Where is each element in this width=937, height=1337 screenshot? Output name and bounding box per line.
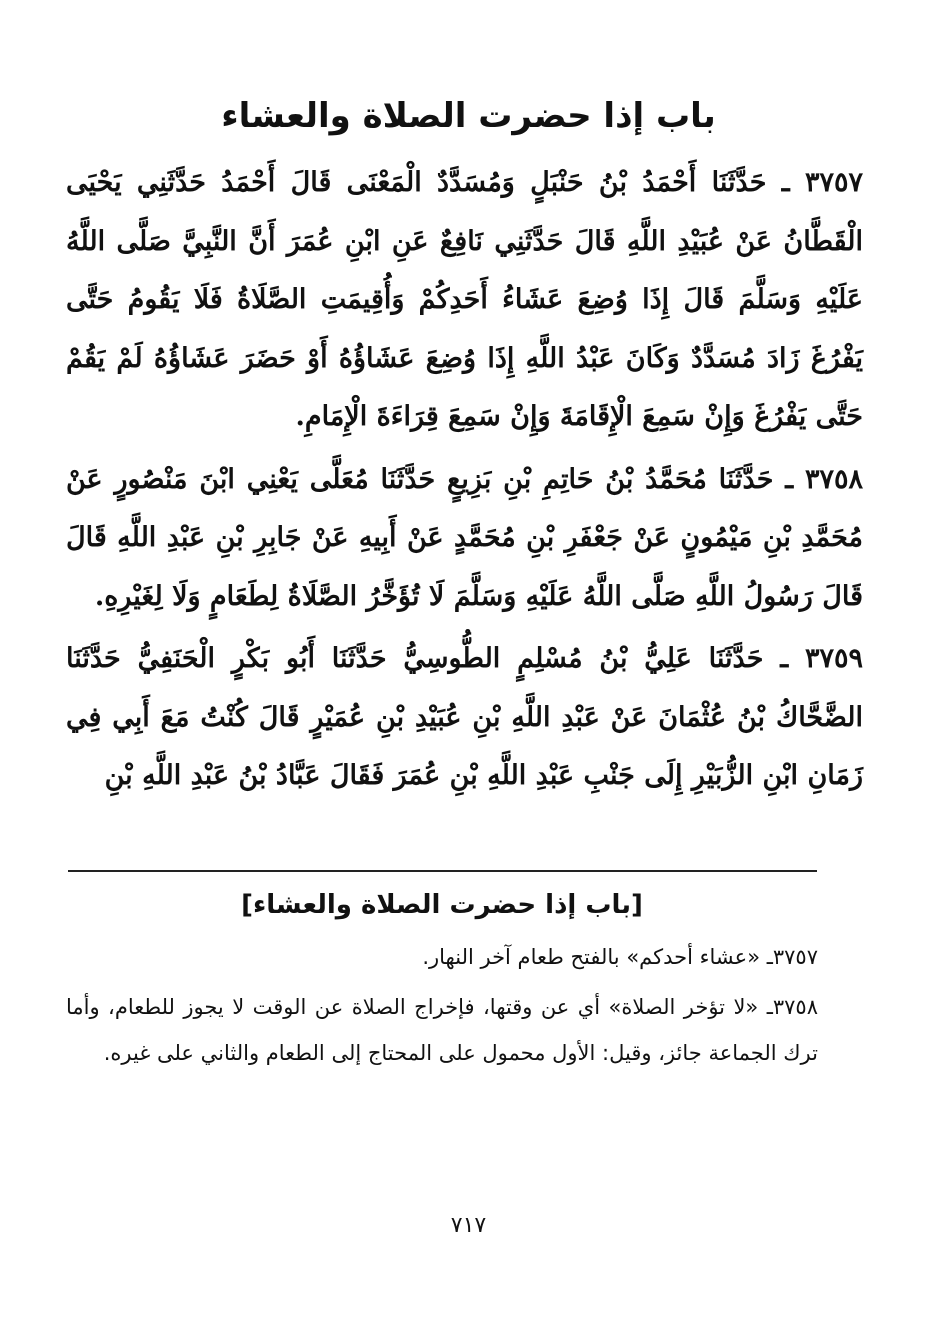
hadith-3759 (66, 630, 863, 806)
page-number: ٧١٧ (450, 1213, 487, 1238)
hadith-body: ـ حَدَّثَنَا مُحَمَّدُ بْنُ حَاتِمِ بْنِ بَزِيعٍ حَدَّثَنَا مُعَلَّى يَعْنِي ابْنَ مَنْصُورٍ عَنْ مُحَمَّدِ بْنِ مَيْمُونٍ عَنْ جَعْفَرِ بْنِ مُحَمَّدٍ عَنْ أَبِيهِ عَنْ جَابِرِ بْنِ عَبْدِ اللَّهِ قَالَ قَالَ رَسُولُ اللَّهِ صَلَّى اللَّهُ عَلَيْهِ وَسَلَّمَ لَا تُؤَخَّرُ الصَّلَاةُ لِطَعَامٍ وَلَا لِغَيْرِهِ. (66, 463, 863, 612)
note-number: ٣٧٥٧ (772, 945, 818, 969)
commentary-note-3758 (66, 984, 818, 1076)
note-body: ـ «لا تؤخر الصلاة» أي عن وقتها، فإخراج الصلاة عن الوقت لا يجوز للطعام، وأما ترك الجماعة جائز، وقيل: الأول محمول على المحتاج إلى الطعام والثاني على غيره. (66, 995, 818, 1065)
commentary-note-3757 (66, 934, 818, 980)
hadith-text-block (66, 154, 863, 810)
hadith-3758 (66, 451, 863, 627)
hadith-3757 (66, 154, 863, 447)
footnote-separator (68, 870, 817, 872)
running-head: باب إذا حضرت الصلاة والعشاء (221, 96, 716, 136)
hadith-body: ـ حَدَّثَنَا أَحْمَدُ بْنُ حَنْبَلٍ وَمُسَدَّدٌ الْمَعْنَى قَالَ أَحْمَدُ حَدَّثَنِي يَحْيَى الْقَطَّانُ عَنْ عُبَيْدِ اللَّهِ قَالَ حَدَّثَنِي نَافِعٌ عَنِ ابْنِ عُمَرَ أَنَّ النَّبِيَّ صَلَّى اللَّهُ عَلَيْهِ وَسَلَّمَ قَالَ إِذَا وُضِعَ عَشَاءُ أَحَدِكُمْ وَأُقِيمَتِ الصَّلَاةُ فَلَا يَقُومُ حَتَّى يَفْرُغَ زَادَ مُسَدَّدٌ وَكَانَ عَبْدُ اللَّهِ إِذَا وُضِعَ عَشَاؤُهُ أَوْ حَضَرَ عَشَاؤُهُ لَمْ يَقُمْ حَتَّى يَفْرُغَ وَإِنْ سَمِعَ الْإِقَامَةَ وَإِنْ سَمِعَ قِرَاءَةَ الْإِمَامِ. (66, 167, 864, 432)
note-body: ـ «عشاء أحدكم» بالفتح طعام آخر النهار. (422, 945, 773, 969)
hadith-number: ٣٧٥٧ (804, 167, 863, 198)
note-number: ٣٧٥٨ (772, 995, 818, 1019)
hadith-body: ـ حَدَّثَنَا عَلِيُّ بْنُ مُسْلِمٍ الطُّوسِيُّ حَدَّثَنَا أَبُو بَكْرٍ الْحَنَفِيُّ حَدَّثَنَا الضَّحَّاكُ بْنُ عُثْمَانَ عَنْ عَبْدِ اللَّهِ بْنِ عُبَيْدِ بْنِ عُمَيْرٍ قَالَ كُنْتُ مَعَ أَبِي فِي زَمَانِ ابْنِ الزُّبَيْرِ إِلَى جَنْبِ عَبْدِ اللَّهِ بْنِ عُمَرَ فَقَالَ عَبَّادُ بْنُ عَبْدِ اللَّهِ بْنِ (66, 643, 863, 791)
hadith-number: ٣٧٥٩ (804, 643, 863, 674)
commentary-block (66, 878, 818, 1076)
commentary-heading: [باب إذا حضرت الصلاة والعشاء] (241, 890, 643, 920)
hadith-number: ٣٧٥٨ (804, 463, 863, 495)
